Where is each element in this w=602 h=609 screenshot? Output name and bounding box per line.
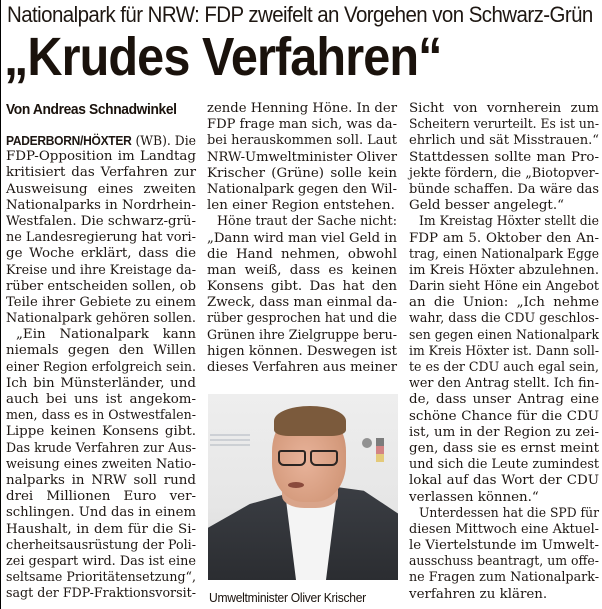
photo-mouth (288, 482, 304, 488)
text-line: wahr, dass die CDU geschlos- (409, 311, 599, 327)
glasses-icon (268, 450, 350, 464)
text-line: jekte fördern, die „Biotopver- (409, 165, 599, 181)
text-line: lokal auf das Wort der CDU (409, 473, 599, 489)
eagle-emblem-icon (362, 438, 372, 448)
text-line: Grünen ihre Zielgruppe beru- (207, 327, 397, 343)
text-line: sen gegen einen Nationalpark (409, 327, 599, 343)
text-line: ne Fragen zum Nationalpark- (409, 570, 599, 586)
backdrop-text (210, 434, 250, 448)
text-line: Kreise und ihre Kreistage da- (6, 262, 196, 278)
text-line: trag, einen Nationalpark Egge (409, 246, 599, 262)
portrait-photo (208, 394, 398, 580)
text-line: FDP am 5. Oktober den An- (409, 230, 599, 246)
text-line: PADERBORN/HÖXTER (WB). Die (6, 133, 196, 149)
text-line: kritisiert das Verfahren zur (6, 165, 196, 181)
text-line: diesen Mittwoch eine Aktuel- (409, 521, 599, 537)
text-line: an die Union: „Ich nehme (409, 295, 599, 311)
dateline: PADERBORN/HÖXTER (6, 133, 132, 148)
text-line: te es der CDU auch egal sein, (409, 360, 599, 375)
text-line: Sicht von vornherein zum (409, 101, 599, 116)
text-line: Höne traut der Sache nicht: (217, 214, 397, 230)
text-line: seltsame Prioritätensetzung“, (6, 570, 196, 586)
text-line: bei herauskommen soll. Laut (207, 133, 397, 149)
article-headline: „Krudes Verfahren“ (4, 27, 442, 87)
text-line: Ich bin Münsterländer, und (6, 375, 196, 391)
text-line: Nationalpark gegen den Wil- (207, 181, 397, 197)
text-line: schlingen. Und das in einem (6, 505, 196, 521)
flag-stripe-icon (376, 438, 384, 462)
text-line: Scheitern verurteilt. Es ist un- (409, 117, 599, 133)
text-line: Lippe keinen Konsens gibt. (6, 424, 196, 440)
photo-caption: Umweltminister Oliver Krischer (209, 590, 366, 605)
text-line: NRW-Umweltminister Oliver (207, 149, 397, 165)
text-line: zende Henning Höne. In der (207, 101, 397, 116)
text-line: niemals gegen den Willen (6, 343, 196, 359)
text-line: de, dass unser Antrag eine (409, 392, 599, 408)
text-line: verfahren zu klären. (409, 586, 548, 602)
text-line: im Kreis Höxter abzulehnen. (409, 262, 599, 278)
text-line: drei Millionen Euro ver- (6, 489, 196, 505)
text-line: Im Kreistag Höxter stellt die (419, 214, 599, 230)
text-line: Konsens gibt. Das hat den (207, 279, 397, 295)
text-line: ehrlich und sät Misstrauen.“ (409, 133, 599, 149)
text-line: FDP frage man sich, was da- (207, 117, 397, 133)
text-line: Haushalt, in dem für die Si- (6, 521, 196, 537)
photo-hair (274, 406, 346, 436)
text-line: bünde schaffen. Da wäre das (409, 181, 599, 197)
text-line: Krischer (Grüne) solle kein (207, 165, 397, 181)
text-line: cherheitsausrüstung der Poli- (6, 537, 196, 553)
text-line: einer Region erfolgreich sein. (6, 359, 196, 375)
text-line: Stattdessen sollte man Pro- (409, 149, 599, 165)
text-line: rüber entscheiden sollen, ob (6, 278, 196, 294)
text-line: weisung eines zweiten Natio- (6, 456, 196, 472)
text-line: len einer Region entstehen. (207, 198, 395, 214)
article-column-3 (409, 101, 599, 603)
text-line: sagt der FDP-Fraktionsvorsit- (6, 586, 196, 602)
text-line: ge Woche erklärt, dass die (6, 246, 196, 262)
text-line: gen, dass sie es ernst meint (409, 440, 599, 456)
text-line: ne Landesregierung hat vori- (6, 230, 196, 246)
text-line: higen können. Deswegen ist (207, 343, 397, 359)
text-line: Westfalen. Die schwarz-grü- (6, 213, 196, 229)
text-line: ausschuss beantragt, um offe- (409, 554, 599, 570)
text-line: Ausweisung eines zweiten (6, 181, 196, 197)
text-line: ist, um in der Region zu zei- (409, 424, 599, 440)
article-byline: Von Andreas Schnadwinkel (6, 101, 177, 118)
text-line: Nationalpark gehören sollen. (6, 311, 196, 327)
text-line: verlassen können.“ (409, 489, 539, 505)
text-line: man weiß, dass es keinen (207, 262, 397, 278)
text-line: Unterdessen hat die SPD für (419, 505, 599, 521)
text-line: und sich die Leute zumindest (409, 457, 599, 473)
article-kicker: Nationalpark für NRW: FDP zweifelt an Vorgehen von Schwarz-Grün (7, 2, 593, 27)
text-line: men, dass es in Ostwestfalen- (6, 408, 196, 424)
text-line: im Kreis Höxter ist. Dann soll- (409, 343, 599, 359)
text-line: dieses Verfahren aus meiner (207, 360, 397, 375)
text-line: die Hand nehmen, obwohl (207, 246, 397, 262)
text-line: Geld besser angelegt.“ (409, 198, 564, 214)
text-line: rüber gesprochen hat und die (207, 311, 397, 327)
text-line: „Ein Nationalpark kann (16, 327, 196, 343)
text-line: auch bei uns ist angekom- (6, 392, 196, 407)
article-column-1 (6, 133, 196, 602)
article-column-2 (207, 101, 397, 376)
text-line: nalparks in NRW soll rund (6, 472, 196, 488)
text-line: wer den Antrag stellt. Ich fin- (409, 376, 599, 392)
text-line: Darin sieht Höne ein Angebot (409, 279, 599, 295)
text-line: Nationalparks in Nordrhein- (6, 197, 196, 213)
text-line: le Viertelstunde im Umwelt- (409, 538, 599, 554)
text-line: schöne Chance für die CDU (409, 408, 599, 424)
text-line: FDP-Opposition im Landtag (6, 149, 196, 165)
text-line: Teile ihrer Gebiete zu einem (6, 294, 196, 310)
text-line: „Dann wird man viel Geld in (207, 230, 397, 246)
text-line: Das krude Verfahren zur Aus- (6, 440, 196, 456)
text-line: zei gespart wird. Das ist eine (6, 553, 196, 569)
text-line: Zweck, dass man einmal da- (207, 295, 397, 311)
